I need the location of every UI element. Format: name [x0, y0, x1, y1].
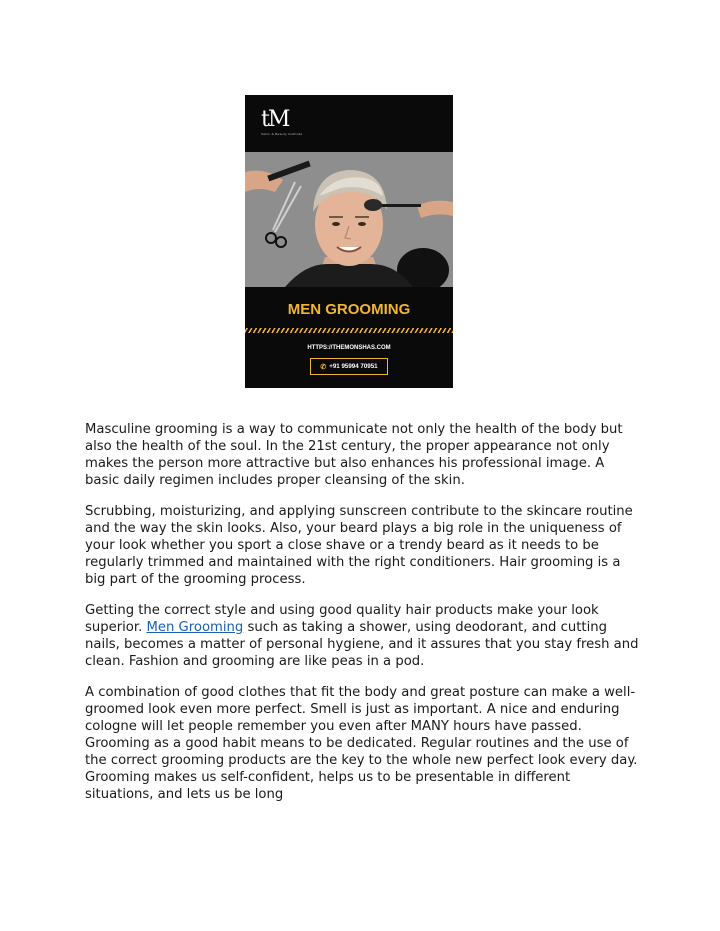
logo-subtitle: Salon & Beauty Institute — [261, 132, 303, 136]
decorative-divider — [245, 328, 453, 333]
promo-poster — [245, 95, 453, 388]
poster-url: HTTPS://THEMONSHAS.COM — [307, 345, 391, 351]
phone-icon: ✆ — [320, 363, 327, 371]
paragraph-2: Scrubbing, moisturizing, and applying sunscreen contribute to the skincare routine and the way the skin looks. Also, your beard plays a big role in the uniqueness of your look whether you sport a close shave or a trendy beard as it needs to be regularly trimmed and maintained with the right conditioners. Hair grooming is a big part of the grooming process. — [85, 504, 633, 587]
logo-mark: tM — [261, 107, 289, 132]
phone-box — [310, 358, 388, 375]
paragraph-3 — [85, 602, 640, 670]
paragraph-3-start: Getting the correct style and using good quality hair products make your look superior. — [85, 603, 599, 635]
article-body — [85, 421, 640, 817]
grooming-illustration — [245, 152, 453, 287]
men-grooming-link[interactable]: Men Grooming — [146, 620, 244, 635]
paragraph-1: Masculine grooming is a way to communicate not only the health of the body but also the health of the soul. In the 21st century, the proper appearance not only makes the person more attractive but also enhances his professional image. A basic daily regimen includes proper cleansing of the skin. — [85, 422, 623, 488]
grooming-photo — [245, 152, 453, 287]
brand-logo — [261, 109, 302, 136]
phone-number: +91 95994 70951 — [329, 363, 378, 370]
paragraph-4: A combination of good clothes that fit the body and great posture can make a well-groomed look even more perfect. Smell is just as important. A nice and enduring cologne will let people remember you even after MANY hours have passed. Grooming as a good habit means to be dedicated. Regular routines and the use of the correct grooming products are the key to the whole new perfect look every day. Grooming makes us self-confident, helps us to be presentable in different situations, and lets us be long — [85, 685, 638, 802]
paragraph-3-end: such as taking a shower, using deodorant, and cutting nails, becomes a matter of personal hygiene, and it assures that you stay fresh and clean. Fashion and grooming are like peas in a pod. — [85, 620, 639, 669]
poster-title: MEN GROOMING — [287, 301, 411, 318]
